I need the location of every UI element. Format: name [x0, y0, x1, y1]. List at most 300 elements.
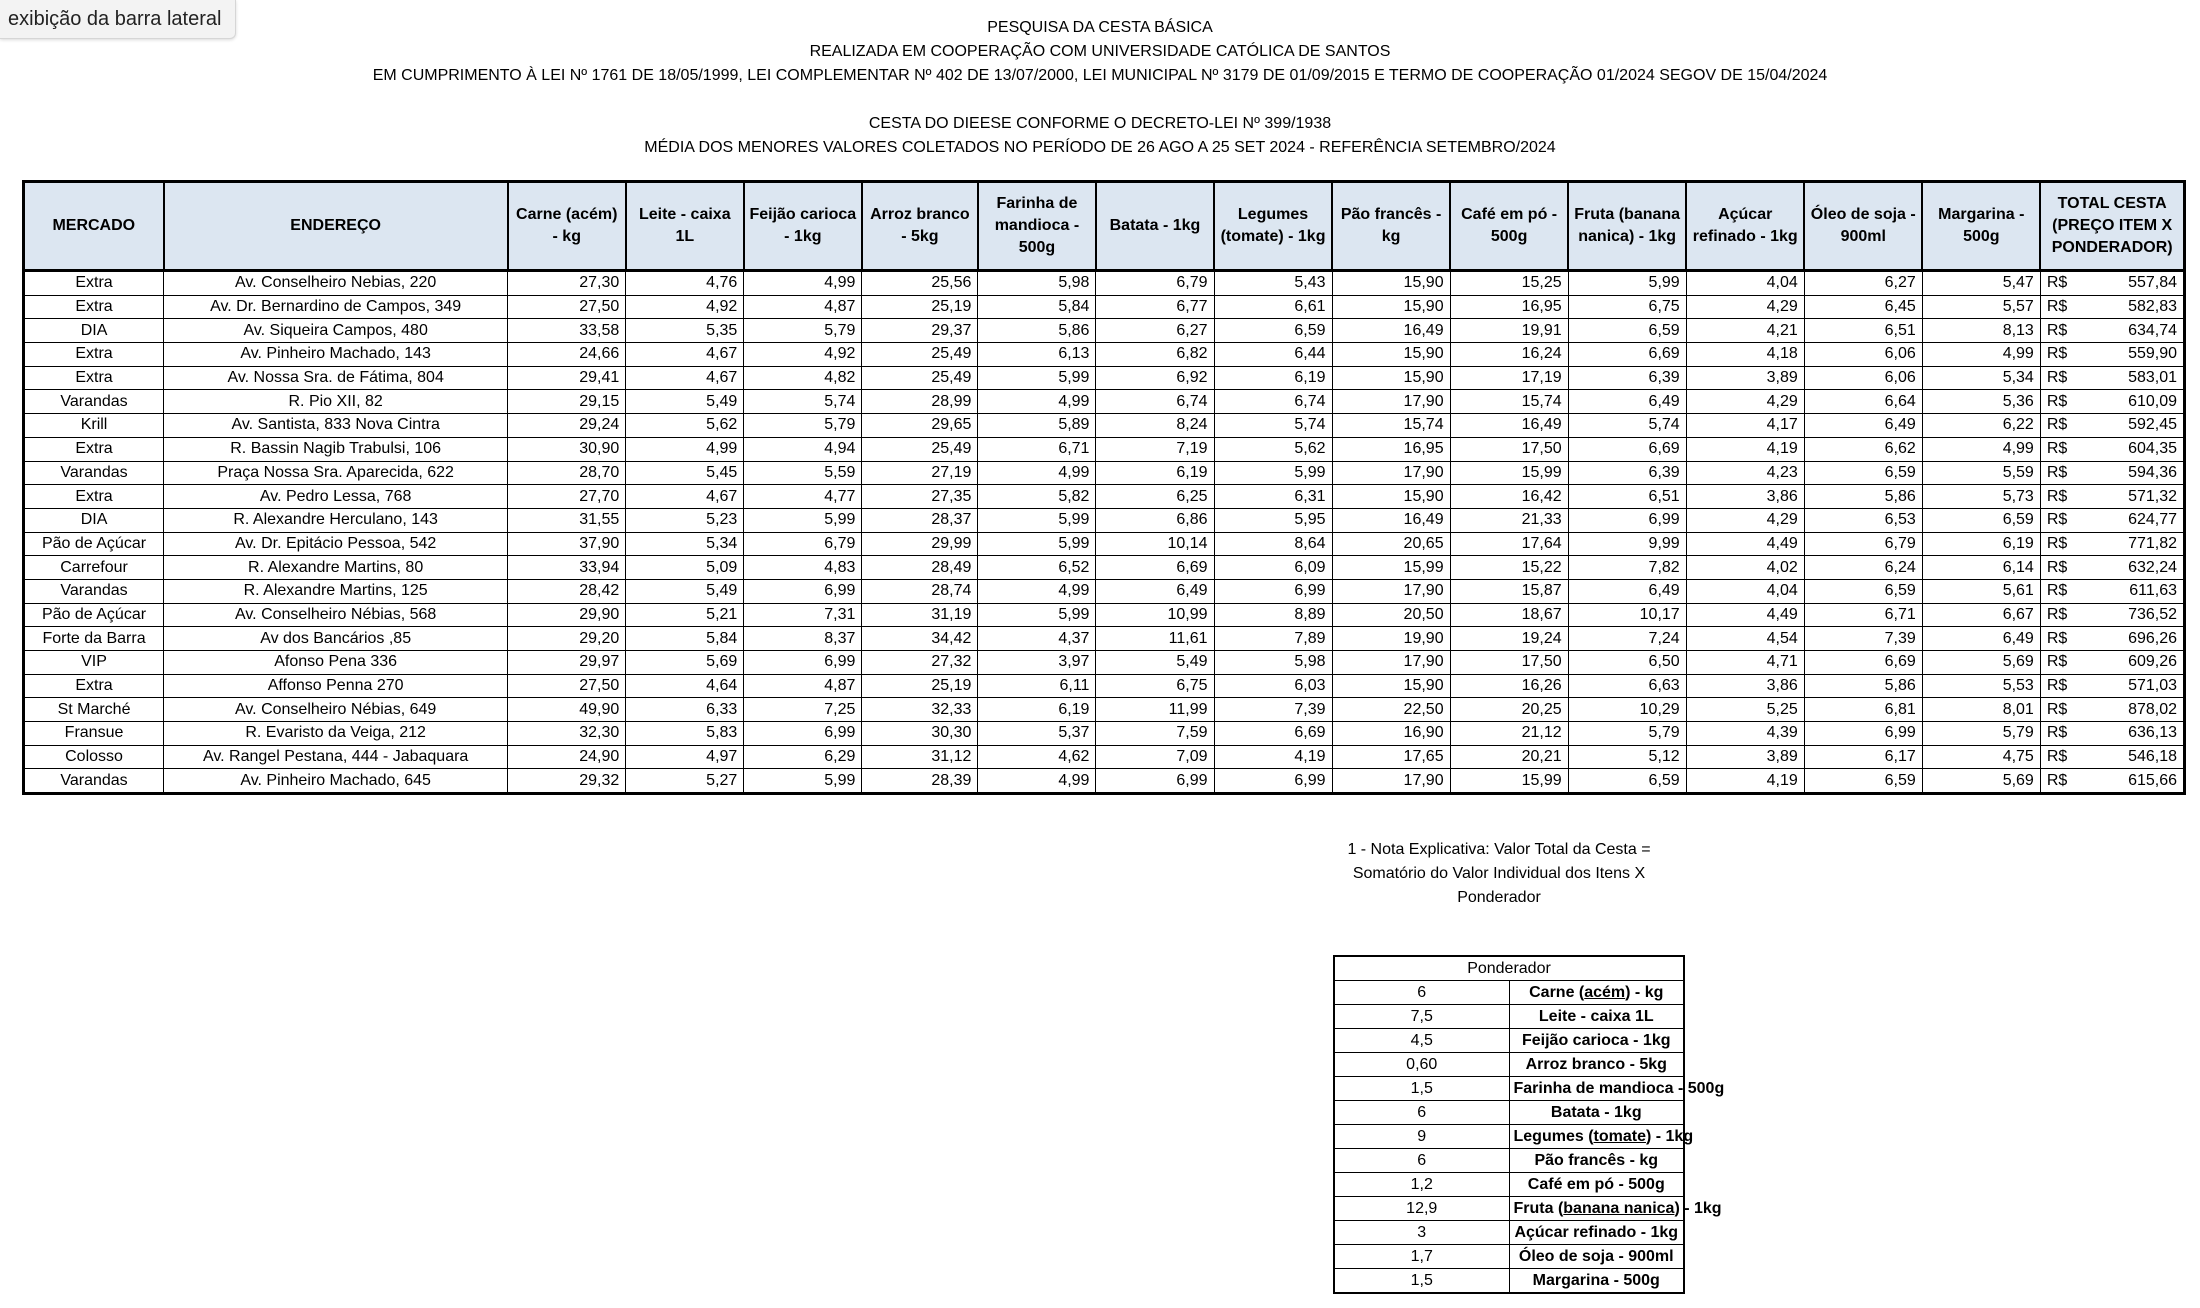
column-header: Açúcar refinado - 1kg: [1686, 182, 1804, 271]
price-cell: 6,99: [1804, 722, 1922, 746]
ponderador-row: [1334, 1245, 1684, 1269]
price-cell: 17,50: [1450, 651, 1568, 675]
price-cell: 27,32: [862, 651, 978, 675]
item-name-part: Feijão carioca - 1kg: [1521, 1031, 1671, 1049]
price-cell: 6,59: [1922, 508, 2040, 532]
price-cell: 5,57: [1922, 295, 2040, 319]
price-cell: 32,30: [508, 722, 626, 746]
price-cell: 49,90: [508, 698, 626, 722]
item-name-cell: [1509, 1029, 1684, 1053]
price-cell: 8,01: [1922, 698, 2040, 722]
column-header: Margarina - 500g: [1922, 182, 2040, 271]
ponderador-row: [1334, 1077, 1684, 1101]
total-cell: [2040, 319, 2184, 343]
price-cell: 6,74: [1214, 390, 1332, 414]
total-cell: [2040, 627, 2184, 651]
price-cell: 5,99: [978, 366, 1096, 390]
price-cell: 3,86: [1686, 674, 1804, 698]
table-row: [24, 722, 2185, 746]
ponderador-title: Ponderador: [1334, 956, 1684, 981]
total-value: 634,74: [2128, 321, 2177, 339]
table-row: [24, 271, 2185, 296]
total-cell: [2040, 343, 2184, 367]
price-cell: 7,25: [744, 698, 862, 722]
price-cell: 33,58: [508, 319, 626, 343]
price-cell: 5,98: [978, 271, 1096, 296]
currency-symbol: R$: [2046, 534, 2068, 552]
item-name-part: ) - kg: [1625, 983, 1664, 1001]
price-cell: 15,90: [1332, 271, 1450, 296]
price-cell: 4,97: [626, 745, 744, 769]
item-name-cell: [1509, 1245, 1684, 1269]
price-cell: 29,99: [862, 532, 978, 556]
price-cell: 5,74: [744, 390, 862, 414]
price-cell: 6,59: [1214, 319, 1332, 343]
price-cell: 5,99: [744, 769, 862, 794]
address-cell: Av. Pedro Lessa, 768: [164, 485, 508, 509]
price-cell: 6,11: [978, 674, 1096, 698]
price-cell: 4,87: [744, 674, 862, 698]
price-cell: 6,19: [978, 698, 1096, 722]
price-cell: 20,50: [1332, 603, 1450, 627]
note-line: Somatório do Valor Individual dos Itens X: [1352, 865, 1646, 882]
total-cell: [2040, 437, 2184, 461]
currency-symbol: R$: [2046, 298, 2068, 316]
price-cell: 5,35: [626, 319, 744, 343]
ponderador-row: [1334, 1125, 1684, 1149]
price-cell: 5,82: [978, 485, 1096, 509]
item-name-part: tomate: [1593, 1127, 1646, 1145]
price-cell: 8,64: [1214, 532, 1332, 556]
table-body: [24, 271, 2185, 794]
item-name-cell: [1509, 1125, 1694, 1149]
price-cell: 6,39: [1568, 366, 1686, 390]
currency-symbol: R$: [2046, 700, 2068, 718]
price-cell: 4,29: [1686, 508, 1804, 532]
price-cell: 5,99: [1568, 271, 1686, 296]
item-name-cell: [1509, 1077, 1725, 1101]
price-cell: 6,79: [744, 532, 862, 556]
price-cell: 15,22: [1450, 556, 1568, 580]
total-cell: [2040, 745, 2184, 769]
price-cell: 6,69: [1214, 722, 1332, 746]
column-header: Leite - caixa 1L: [626, 182, 744, 271]
price-cell: 4,99: [978, 579, 1096, 603]
market-cell: Krill: [24, 414, 164, 438]
price-cell: 5,84: [626, 627, 744, 651]
table-row: [24, 627, 2185, 651]
price-cell: 28,70: [508, 461, 626, 485]
currency-symbol: R$: [2046, 605, 2068, 623]
market-cell: Extra: [24, 343, 164, 367]
price-cell: 4,02: [1686, 556, 1804, 580]
note-line: Ponderador: [1457, 889, 1541, 906]
price-cell: 29,41: [508, 366, 626, 390]
price-cell: 6,13: [978, 343, 1096, 367]
item-name-cell: [1509, 1053, 1684, 1077]
price-cell: 6,99: [744, 722, 862, 746]
column-header: Legumes (tomate) - 1kg: [1214, 182, 1332, 271]
price-cell: 16,95: [1450, 295, 1568, 319]
price-cell: 6,71: [978, 437, 1096, 461]
price-cell: 6,74: [1096, 390, 1214, 414]
price-cell: 3,89: [1686, 366, 1804, 390]
price-cell: 8,89: [1214, 603, 1332, 627]
market-cell: Varandas: [24, 461, 164, 485]
item-name-cell: [1509, 1269, 1684, 1294]
ponderador-row: [1334, 1053, 1684, 1077]
currency-symbol: R$: [2046, 653, 2068, 671]
total-value: 771,82: [2128, 534, 2177, 552]
price-cell: 24,90: [508, 745, 626, 769]
price-cell: 4,83: [744, 556, 862, 580]
price-cell: 20,65: [1332, 532, 1450, 556]
price-cell: 5,69: [1922, 651, 2040, 675]
price-cell: 4,49: [1686, 603, 1804, 627]
price-cell: 6,59: [1804, 579, 1922, 603]
price-cell: 10,14: [1096, 532, 1214, 556]
total-value: 604,35: [2128, 440, 2177, 458]
price-cell: 33,94: [508, 556, 626, 580]
price-cell: 7,89: [1214, 627, 1332, 651]
price-cell: 15,90: [1332, 366, 1450, 390]
total-value: 611,63: [2129, 582, 2177, 600]
price-cell: 27,35: [862, 485, 978, 509]
currency-symbol: R$: [2046, 345, 2068, 363]
item-name-part: Óleo de soja - 900ml: [1518, 1247, 1674, 1265]
price-cell: 5,49: [626, 390, 744, 414]
price-cell: 29,32: [508, 769, 626, 794]
total-cell: [2040, 651, 2184, 675]
header-title: PESQUISA DA CESTA BÁSICA: [987, 19, 1213, 36]
price-cell: 15,74: [1450, 390, 1568, 414]
price-cell: 6,62: [1804, 437, 1922, 461]
price-cell: 5,49: [626, 579, 744, 603]
price-cell: 27,50: [508, 295, 626, 319]
total-value: 592,45: [2128, 416, 2177, 434]
price-cell: 5,12: [1568, 745, 1686, 769]
table-row: [24, 769, 2185, 794]
price-cell: 8,13: [1922, 319, 2040, 343]
price-cell: 6,81: [1804, 698, 1922, 722]
total-value: 632,24: [2128, 558, 2177, 576]
price-cell: 22,50: [1332, 698, 1450, 722]
price-cell: 29,37: [862, 319, 978, 343]
price-cell: 15,90: [1332, 343, 1450, 367]
price-cell: 4,71: [1686, 651, 1804, 675]
item-name-cell: [1509, 1221, 1684, 1245]
weight-cell: 6: [1334, 1101, 1509, 1125]
price-cell: 5,34: [626, 532, 744, 556]
price-cell: 5,99: [978, 603, 1096, 627]
price-cell: 5,69: [626, 651, 744, 675]
ponderador-row: [1334, 1173, 1684, 1197]
total-value: 557,84: [2128, 274, 2177, 292]
price-cell: 5,79: [1922, 722, 2040, 746]
ponderador-row: [1334, 1221, 1684, 1245]
address-cell: Affonso Penna 270: [164, 674, 508, 698]
ponderador-row: [1334, 981, 1684, 1005]
column-header: Óleo de soja - 900ml: [1804, 182, 1922, 271]
total-value: 583,01: [2128, 369, 2177, 387]
price-cell: 7,24: [1568, 627, 1686, 651]
total-cell: [2040, 603, 2184, 627]
price-cell: 6,92: [1096, 366, 1214, 390]
currency-symbol: R$: [2046, 274, 2068, 292]
document-subheader: [0, 112, 2200, 160]
price-cell: 4,99: [978, 461, 1096, 485]
price-cell: 6,49: [1568, 579, 1686, 603]
price-cell: 4,29: [1686, 390, 1804, 414]
price-cell: 6,49: [1568, 390, 1686, 414]
price-cell: 17,90: [1332, 579, 1450, 603]
weight-cell: 12,9: [1334, 1197, 1509, 1221]
table-row: [24, 651, 2185, 675]
price-cell: 5,84: [978, 295, 1096, 319]
price-cell: 5,79: [1568, 722, 1686, 746]
market-cell: Varandas: [24, 769, 164, 794]
price-cell: 9,99: [1568, 532, 1686, 556]
price-cell: 4,92: [744, 343, 862, 367]
address-cell: Afonso Pena 336: [164, 651, 508, 675]
market-cell: Pão de Açúcar: [24, 603, 164, 627]
item-name-part: Margarina - 500g: [1532, 1271, 1660, 1289]
item-name-part: Fruta (: [1513, 1199, 1564, 1217]
table-row: [24, 437, 2185, 461]
price-cell: 4,77: [744, 485, 862, 509]
price-cell: 31,12: [862, 745, 978, 769]
table-row: [24, 414, 2185, 438]
price-cell: 4,17: [1686, 414, 1804, 438]
price-cell: 29,97: [508, 651, 626, 675]
price-cell: 16,49: [1332, 319, 1450, 343]
market-cell: VIP: [24, 651, 164, 675]
price-cell: 5,62: [626, 414, 744, 438]
table-header-row: [24, 182, 2185, 271]
price-cell: 4,39: [1686, 722, 1804, 746]
price-cell: 6,75: [1096, 674, 1214, 698]
price-cell: 6,39: [1568, 461, 1686, 485]
address-cell: Av. Rangel Pestana, 444 - Jabaquara: [164, 745, 508, 769]
price-cell: 27,50: [508, 674, 626, 698]
address-cell: Praça Nossa Sra. Aparecida, 622: [164, 461, 508, 485]
address-cell: R. Evaristo da Veiga, 212: [164, 722, 508, 746]
price-table: [22, 180, 2186, 795]
item-name-part: Carne (: [1529, 983, 1585, 1001]
price-cell: 5,74: [1214, 414, 1332, 438]
price-cell: 5,99: [1214, 461, 1332, 485]
price-cell: 15,87: [1450, 579, 1568, 603]
price-cell: 6,67: [1922, 603, 2040, 627]
column-header: TOTAL CESTA (PREÇO ITEM X PONDERADOR): [2040, 182, 2184, 271]
address-cell: R. Pio XII, 82: [164, 390, 508, 414]
price-cell: 6,69: [1096, 556, 1214, 580]
market-cell: Pão de Açúcar: [24, 532, 164, 556]
currency-symbol: R$: [2046, 724, 2068, 742]
total-cell: [2040, 508, 2184, 532]
table-row: [24, 556, 2185, 580]
price-cell: 16,24: [1450, 343, 1568, 367]
price-cell: 16,42: [1450, 485, 1568, 509]
sidebar-toggle-tooltip: exibição da barra lateral: [0, 0, 236, 39]
price-cell: 3,89: [1686, 745, 1804, 769]
total-cell: [2040, 295, 2184, 319]
header-subtitle: REALIZADA EM COOPERAÇÃO COM UNIVERSIDADE CATÓLICA DE SANTOS: [809, 43, 1391, 60]
price-cell: 15,99: [1332, 556, 1450, 580]
table-row: [24, 603, 2185, 627]
address-cell: R. Alexandre Martins, 80: [164, 556, 508, 580]
total-cell: [2040, 769, 2184, 794]
price-cell: 6,27: [1096, 319, 1214, 343]
column-header: Carne (acém) - kg: [508, 182, 626, 271]
price-cell: 21,33: [1450, 508, 1568, 532]
price-cell: 25,19: [862, 674, 978, 698]
currency-symbol: R$: [2046, 511, 2068, 529]
market-cell: Extra: [24, 295, 164, 319]
total-value: 582,83: [2128, 298, 2177, 316]
address-cell: Av. Dr. Bernardino de Campos, 349: [164, 295, 508, 319]
item-name-part: banana nanica: [1563, 1199, 1675, 1217]
column-header: MERCADO: [24, 182, 164, 271]
price-cell: 4,67: [626, 366, 744, 390]
price-cell: 17,90: [1332, 390, 1450, 414]
total-value: 636,13: [2128, 724, 2177, 742]
price-cell: 29,65: [862, 414, 978, 438]
total-value: 615,66: [2128, 771, 2177, 789]
column-header: ENDEREÇO: [164, 182, 508, 271]
price-cell: 6,49: [1096, 579, 1214, 603]
price-cell: 6,09: [1214, 556, 1332, 580]
table-row: [24, 461, 2185, 485]
price-cell: 5,27: [626, 769, 744, 794]
price-cell: 25,49: [862, 366, 978, 390]
price-cell: 4,19: [1686, 437, 1804, 461]
price-cell: 6,99: [1214, 769, 1332, 794]
price-cell: 7,09: [1096, 745, 1214, 769]
price-cell: 4,18: [1686, 343, 1804, 367]
item-name-cell: [1509, 1149, 1684, 1173]
market-cell: Extra: [24, 366, 164, 390]
price-cell: 5,99: [744, 508, 862, 532]
price-cell: 4,21: [1686, 319, 1804, 343]
price-cell: 6,99: [1568, 508, 1686, 532]
price-cell: 4,87: [744, 295, 862, 319]
weight-cell: 1,7: [1334, 1245, 1509, 1269]
price-cell: 4,29: [1686, 295, 1804, 319]
price-cell: 6,03: [1214, 674, 1332, 698]
total-value: 571,03: [2128, 677, 2177, 695]
price-cell: 6,19: [1214, 366, 1332, 390]
total-cell: [2040, 579, 2184, 603]
address-cell: Av. Nossa Sra. de Fátima, 804: [164, 366, 508, 390]
price-cell: 6,52: [978, 556, 1096, 580]
address-cell: Av. Conselheiro Nébias, 568: [164, 603, 508, 627]
item-name-part: Pão francês - kg: [1534, 1151, 1659, 1169]
market-cell: Extra: [24, 271, 164, 296]
price-cell: 5,49: [1096, 651, 1214, 675]
price-cell: 16,90: [1332, 722, 1450, 746]
price-cell: 5,61: [1922, 579, 2040, 603]
ponderador-row: [1334, 1149, 1684, 1173]
price-cell: 28,39: [862, 769, 978, 794]
table-row: [24, 390, 2185, 414]
price-cell: 15,90: [1332, 674, 1450, 698]
item-name-part: ) - 1kg: [1645, 1127, 1694, 1145]
price-cell: 4,04: [1686, 271, 1804, 296]
table-row: [24, 295, 2185, 319]
price-cell: 19,91: [1450, 319, 1568, 343]
price-cell: 17,90: [1332, 769, 1450, 794]
price-cell: 27,30: [508, 271, 626, 296]
price-cell: 4,19: [1686, 769, 1804, 794]
header-decree: CESTA DO DIEESE CONFORME O DECRETO-LEI Nº 399/1938: [868, 115, 1332, 132]
item-name-part: Arroz branco - 5kg: [1525, 1055, 1667, 1073]
price-cell: 4,37: [978, 627, 1096, 651]
total-cell: [2040, 366, 2184, 390]
price-cell: 6,14: [1922, 556, 2040, 580]
document-header: [0, 16, 2200, 88]
column-header: Fruta (banana nanica) - 1kg: [1568, 182, 1686, 271]
address-cell: Av. Pinheiro Machado, 143: [164, 343, 508, 367]
currency-symbol: R$: [2046, 582, 2068, 600]
header-legal-reference: EM CUMPRIMENTO À LEI Nº 1761 DE 18/05/1999, LEI COMPLEMENTAR Nº 402 DE 13/07/2000, LEI MUNICIPAL Nº 3179 DE 01/09/2015 E TERMO DE COOPERAÇÃO 01/2024 SEGOV DE 15/04/2024: [372, 67, 1828, 84]
weight-cell: 0,60: [1334, 1053, 1509, 1077]
price-cell: 5,59: [1922, 461, 2040, 485]
price-cell: 25,49: [862, 437, 978, 461]
price-cell: 17,64: [1450, 532, 1568, 556]
ponderador-table: [1333, 955, 1725, 1294]
item-name-part: acém: [1584, 983, 1626, 1001]
currency-symbol: R$: [2046, 369, 2068, 387]
price-cell: 6,59: [1804, 769, 1922, 794]
market-cell: Extra: [24, 674, 164, 698]
currency-symbol: R$: [2046, 440, 2068, 458]
price-cell: 10,99: [1096, 603, 1214, 627]
table-row: [24, 366, 2185, 390]
weight-cell: 9: [1334, 1125, 1509, 1149]
price-cell: 6,69: [1804, 651, 1922, 675]
price-cell: 27,70: [508, 485, 626, 509]
price-cell: 7,59: [1096, 722, 1214, 746]
price-cell: 5,43: [1214, 271, 1332, 296]
item-name-part: Batata - 1kg: [1550, 1103, 1642, 1121]
currency-symbol: R$: [2046, 416, 2068, 434]
price-cell: 31,19: [862, 603, 978, 627]
table-row: [24, 485, 2185, 509]
price-cell: 5,74: [1568, 414, 1686, 438]
price-cell: 4,67: [626, 485, 744, 509]
price-cell: 19,90: [1332, 627, 1450, 651]
item-name-part: Leite - caixa 1L: [1538, 1007, 1654, 1025]
address-cell: Av. Conselheiro Nébias, 649: [164, 698, 508, 722]
weight-cell: 1,2: [1334, 1173, 1509, 1197]
price-cell: 15,90: [1332, 485, 1450, 509]
total-cell: [2040, 698, 2184, 722]
price-cell: 17,19: [1450, 366, 1568, 390]
item-name-cell: [1509, 1173, 1684, 1197]
column-header: Pão francês - kg: [1332, 182, 1450, 271]
price-cell: 5,79: [744, 319, 862, 343]
price-cell: 20,21: [1450, 745, 1568, 769]
price-cell: 6,49: [1922, 627, 2040, 651]
price-cell: 6,31: [1214, 485, 1332, 509]
price-cell: 25,49: [862, 343, 978, 367]
price-cell: 29,24: [508, 414, 626, 438]
price-cell: 5,99: [978, 532, 1096, 556]
price-cell: 28,74: [862, 579, 978, 603]
price-cell: 5,73: [1922, 485, 2040, 509]
table-row: [24, 579, 2185, 603]
